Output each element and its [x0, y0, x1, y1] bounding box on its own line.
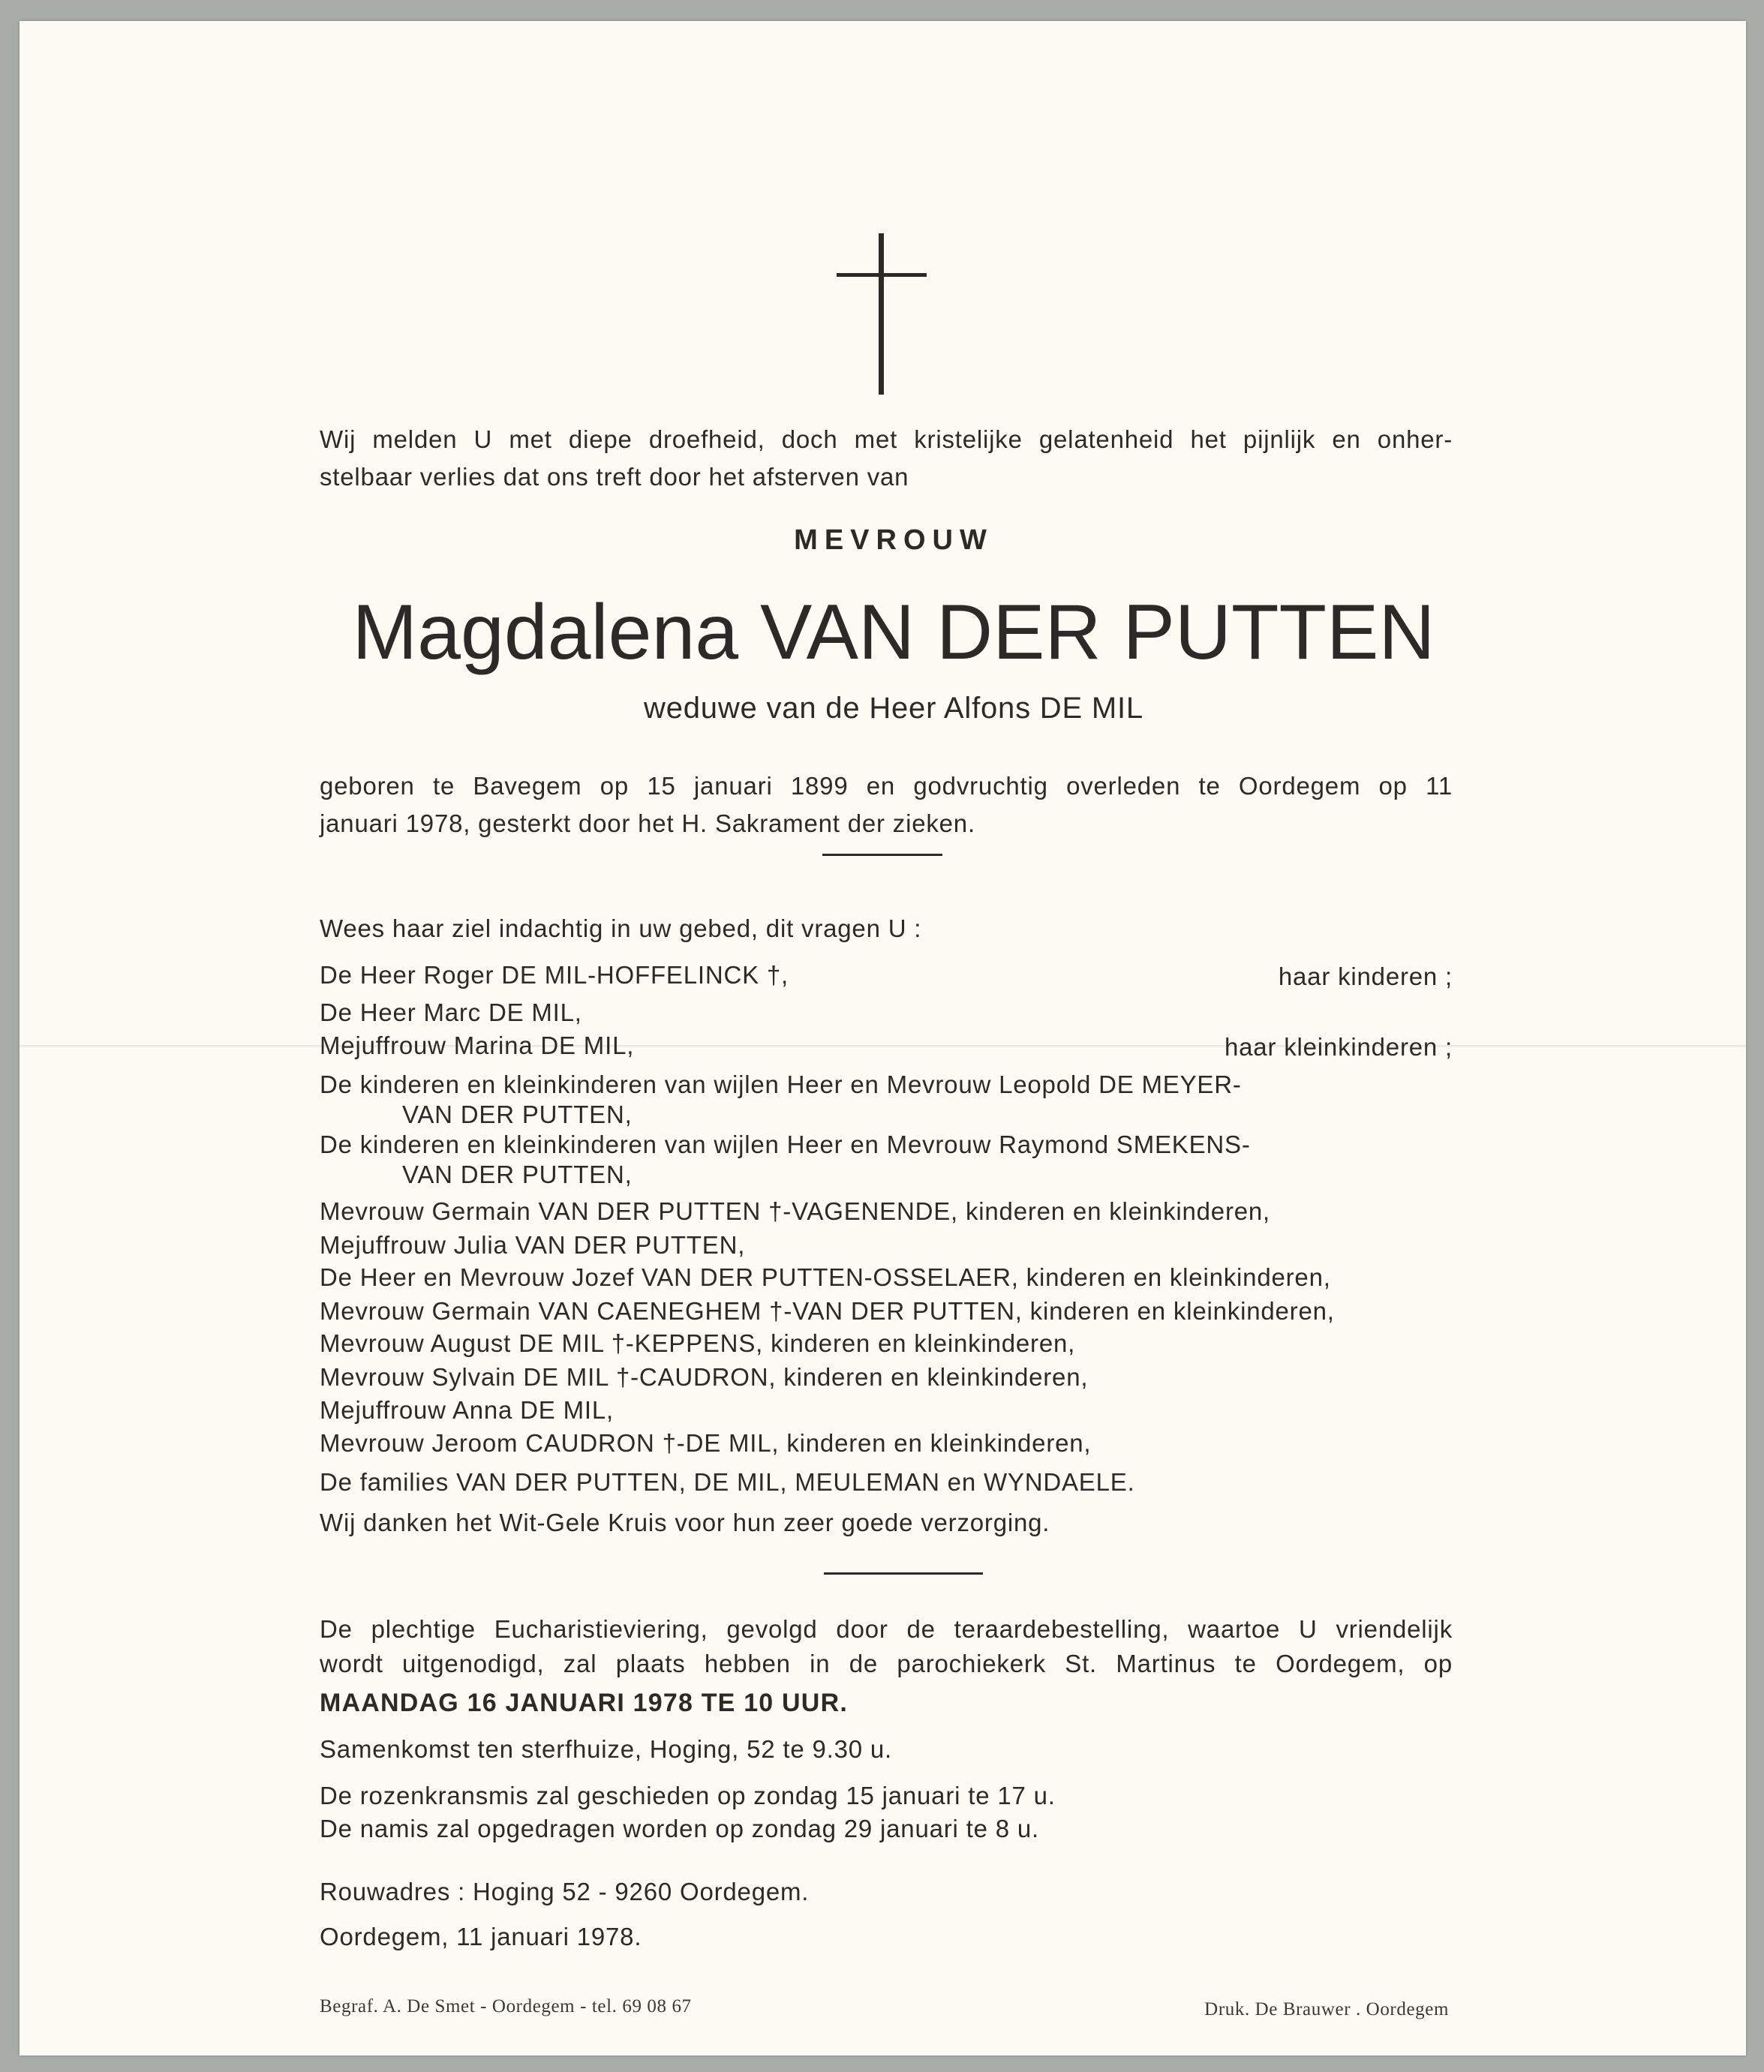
family-9: Mejuffrouw Anna DE MIL, [320, 1396, 614, 1424]
memorial-mass-info: De namis zal opgedragen worden op zondag 29 januari te 8 u. [320, 1815, 1039, 1842]
prayer-request: Wees haar ziel indachtig in uw gebed, dit vragen U : [320, 914, 922, 942]
family-11: De families VAN DER PUTTEN, DE MIL, MEULEMAN en WYNDAELE. [320, 1468, 1135, 1496]
divider-1 [822, 854, 942, 856]
widow-of: weduwe van de Heer Alfons DE MIL [644, 692, 1143, 725]
deceased-title: MEVROUW [794, 524, 993, 556]
intro-line-1: Wij melden U met diepe droefheid, doch met kristelijke gelatenheid het pijnlijk en onher- [320, 425, 1453, 453]
paper-fold [20, 1045, 1746, 1047]
ceremony-line-1: De plechtige Eucharistieviering, gevolgd door de teraardebestelling, waartoe U vriendelijk [320, 1615, 1453, 1643]
birth-death-line-2: januari 1978, gesterkt door het H. Sakrament der zieken. [320, 809, 975, 837]
birth-death-line-1: geboren te Bavegem op 15 januari 1899 en godvruchtig overleden te Oordegem op 11 [320, 772, 1453, 800]
printer-credit: Druk. De Brauwer . Oordegem [1204, 1999, 1449, 2019]
family-5: De Heer en Mevrouw Jozef VAN DER PUTTEN-OSSELAER, kinderen en kleinkinderen, [320, 1263, 1331, 1291]
family-6: Mevrouw Germain VAN CAENEGHEM †-VAN DER PUTTEN, kinderen en kleinkinderen, [320, 1297, 1335, 1325]
mourning-address: Rouwadres : Hoging 52 - 9260 Oordegem. [320, 1878, 810, 1905]
thanks-line: Wij danken het Wit-Gele Kruis voor hun zeer goede verzorging. [320, 1509, 1050, 1536]
family-8: Mevrouw Sylvain DE MIL †-CAUDRON, kinderen en kleinkinderen, [320, 1363, 1089, 1391]
family-4: Mejuffrouw Julia VAN DER PUTTEN, [320, 1231, 746, 1259]
family-1a: De kinderen en kleinkinderen van wijlen Heer en Mevrouw Leopold DE MEYER- [320, 1071, 1242, 1098]
grandchild-1: De Heer Marc DE MIL, [320, 998, 582, 1026]
grandchildren-label: haar kleinkinderen ; [1224, 1033, 1453, 1061]
gathering-info: Samenkomst ten sterfhuize, Hoging, 52 te 9.30 u. [320, 1735, 892, 1763]
family-2a: De kinderen en kleinkinderen van wijlen Heer en Mevrouw Raymond SMEKENS- [320, 1131, 1251, 1158]
family-2b: VAN DER PUTTEN, [402, 1161, 633, 1188]
children-name: De Heer Roger DE MIL-HOFFELINCK †, [320, 961, 789, 989]
children-label: haar kinderen ; [1278, 962, 1453, 990]
rosary-info: De rozenkransmis zal geschieden op zondag 15 januari te 17 u. [320, 1782, 1056, 1809]
deceased-name: Magdalena VAN DER PUTTEN [352, 589, 1435, 676]
ceremony-line-2: wordt uitgenodigd, zal plaats hebben in de parochiekerk St. Martinus te Oordegem, op [320, 1650, 1453, 1677]
family-7: Mevrouw August DE MIL †-KEPPENS, kinderen en kleinkinderen, [320, 1329, 1076, 1357]
grandchild-2: Mejuffrouw Marina DE MIL, [320, 1031, 635, 1059]
undertaker-credit: Begraf. A. De Smet - Oordegem - tel. 69 08 67 [320, 1996, 692, 2016]
family-3: Mevrouw Germain VAN DER PUTTEN †-VAGENENDE, kinderen en kleinkinderen, [320, 1197, 1271, 1225]
family-10: Mevrouw Jeroom CAUDRON †-DE MIL, kinderen en kleinkinderen, [320, 1429, 1092, 1457]
intro-line-2: stelbaar verlies dat ons treft door het afsterven van [320, 463, 909, 491]
place-date: Oordegem, 11 januari 1978. [320, 1923, 642, 1950]
divider-2 [824, 1572, 983, 1575]
cross-icon [837, 233, 927, 395]
memorial-card [20, 21, 1746, 2055]
ceremony-date: MAANDAG 16 JANUARI 1978 TE 10 UUR. [320, 1689, 848, 1717]
family-1b: VAN DER PUTTEN, [402, 1101, 633, 1128]
